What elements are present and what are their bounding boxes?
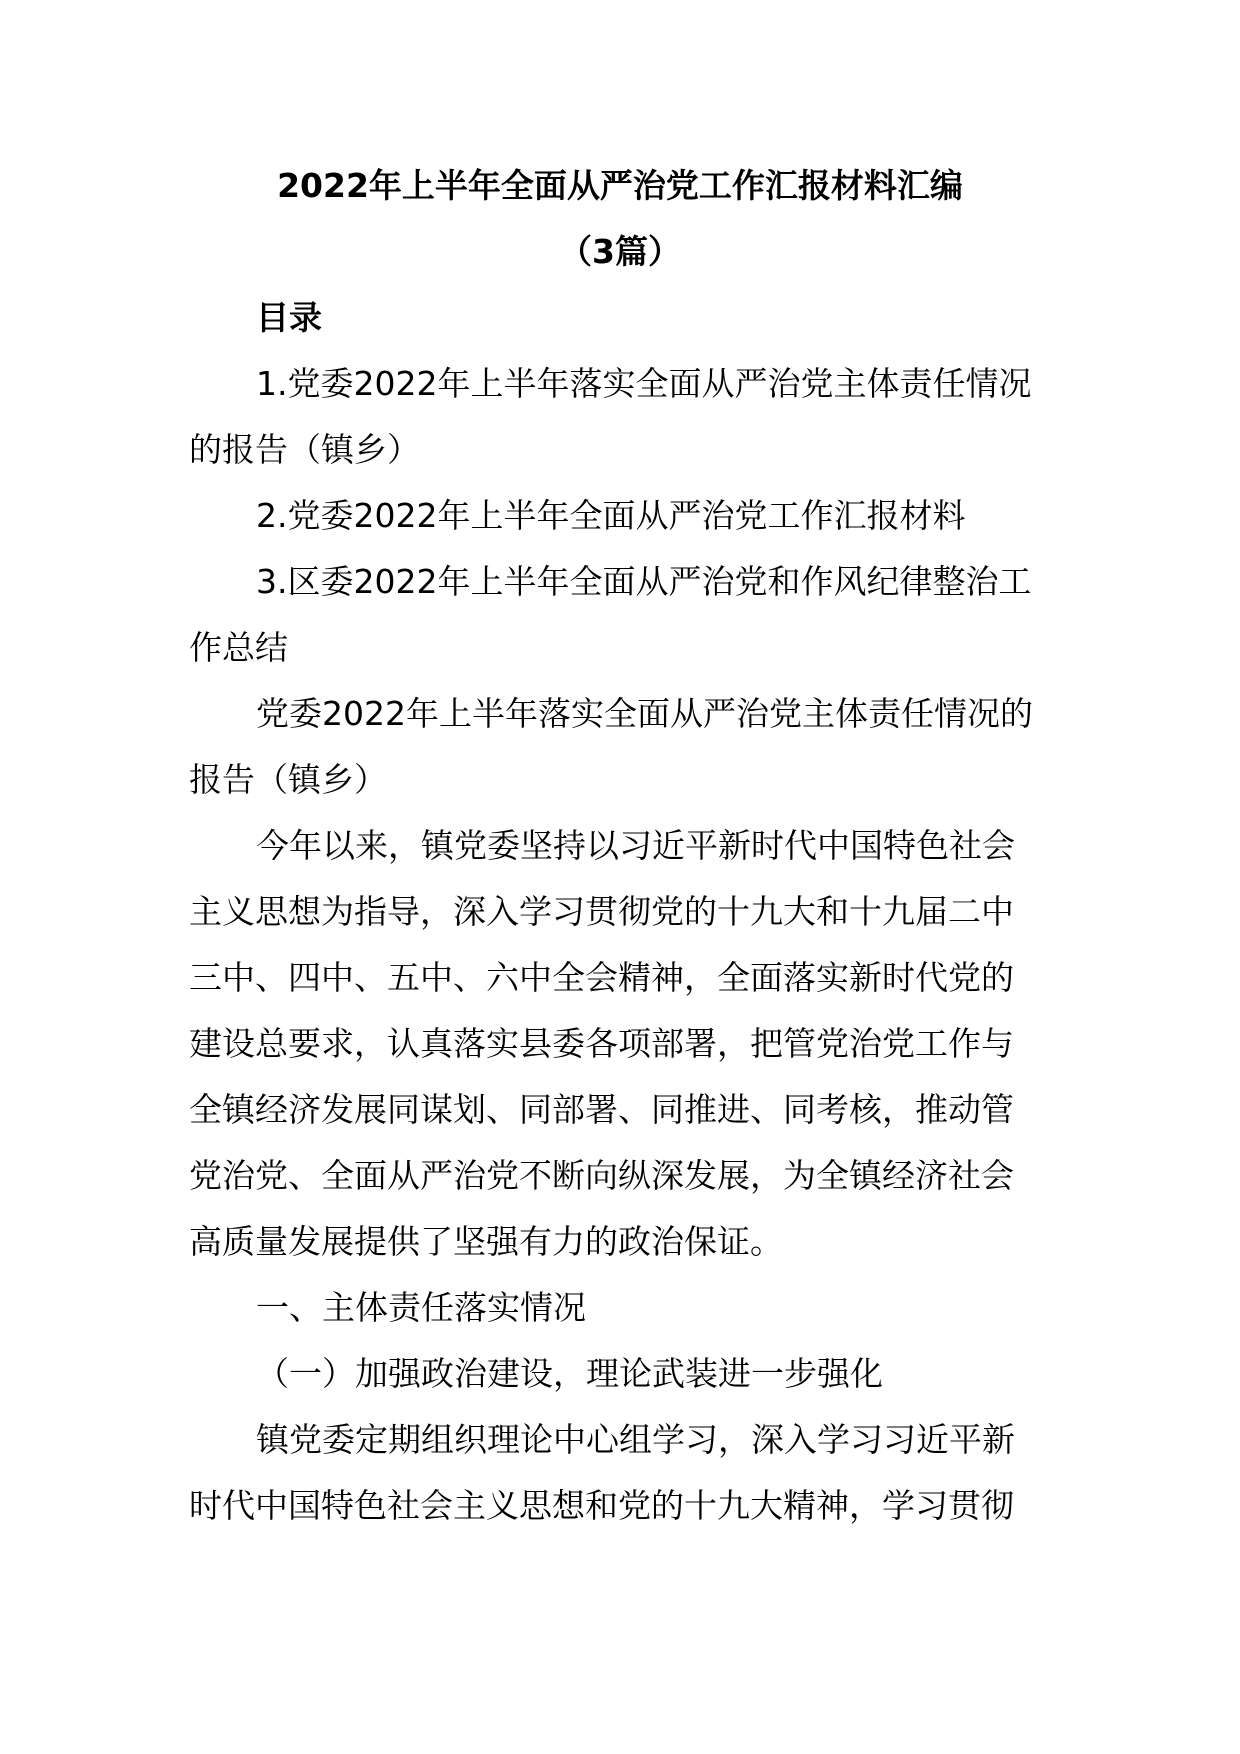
toc-item-2: 2.党委2022年上半年全面从严治党工作汇报材料 — [256, 496, 966, 535]
toc-heading: 目录 — [256, 298, 322, 337]
body-paragraph-line: 全镇经济发展同谋划、同部署、同推进、同考核，推动管 — [189, 1090, 1014, 1129]
toc-item-1: 1.党委2022年上半年落实全面从严治党主体责任情况 — [256, 364, 1032, 403]
toc-item-3-continued: 作总结 — [189, 628, 288, 667]
body-paragraph-line: 时代中国特色社会主义思想和党的十九大精神，学习贯彻 — [189, 1486, 1014, 1525]
body-paragraph-line: 三中、四中、五中、六中全会精神，全面落实新时代党的 — [189, 958, 1014, 997]
body-paragraph-line: 镇党委定期组织理论中心组学习，深入学习习近平新 — [256, 1420, 1015, 1459]
body-paragraph-line: 建设总要求，认真落实县委各项部署，把管党治党工作与 — [189, 1024, 1014, 1063]
heading-level-2: （一）加强政治建设，理论武装进一步强化 — [256, 1354, 883, 1393]
toc-item-1-continued: 的报告（镇乡） — [189, 430, 420, 469]
body-paragraph-line: 高质量发展提供了坚强有力的政治保证。 — [189, 1222, 783, 1261]
toc-item-3: 3.区委2022年上半年全面从严治党和作风纪律整治工 — [256, 562, 1032, 601]
body-paragraph-line: 党治党、全面从严治党不断向纵深发展，为全镇经济社会 — [189, 1156, 1014, 1195]
document-subtitle: （3篇） — [559, 232, 681, 271]
document-title: 2022年上半年全面从严治党工作汇报材料汇编 — [277, 166, 963, 205]
section-title: 党委2022年上半年落实全面从严治党主体责任情况的 — [256, 694, 1033, 733]
body-paragraph-line: 今年以来，镇党委坚持以习近平新时代中国特色社会 — [256, 826, 1015, 865]
heading-level-1: 一、主体责任落实情况 — [256, 1288, 586, 1327]
section-title-continued: 报告（镇乡） — [189, 760, 387, 799]
body-paragraph-line: 主义思想为指导，深入学习贯彻党的十九大和十九届二中 — [189, 892, 1014, 931]
